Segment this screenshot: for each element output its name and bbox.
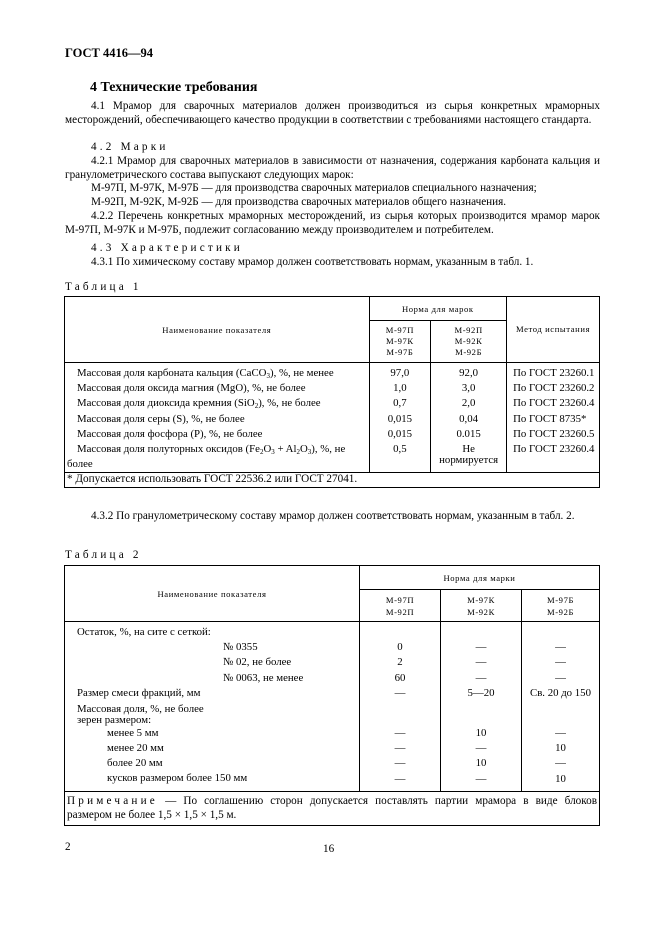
paragraph-4-2-1-a: М-97П, М-97К, М-97Б — для производства сварочных материалов специального назначения; [91,182,537,194]
table2-note [65,791,600,825]
table2-row-name: Размер смеси фракций, мм [77,686,201,699]
paragraph-4-3: 4.3 Характеристики [91,242,243,254]
table1-head-name: Наименование показателя [65,297,370,363]
table2-mass-label: Массовая доля, %, не более [77,703,204,716]
table2-sieve-label: Остаток, %, на сите с сеткой: [77,626,211,638]
table2-row-name: менее 20 мм [107,742,164,755]
table2-row-name: № 0355 [223,641,258,654]
table1-grade-a: М-97П М-97К М-97Б [369,321,431,363]
table2-row-name: № 02, не более [223,656,292,669]
section-title: 4 Технические требования [90,80,258,95]
table1-row-name: Массовая доля полуторных оксидов $(Fe_2O_3 + Al_2O_3)$, %, не более [67,443,346,471]
table1-head-norm: Норма для марок [369,297,506,321]
paragraph-4-1: 4.1 Мрамор для сварочных материалов должен производиться из сырья конкретных мраморных месторождений, обеспечивающего качество продукции в соответствии с требованиями настоящего стандарта. [65,100,600,126]
document-header: ГОСТ 4416—94 [65,46,154,60]
table-2 [64,565,600,826]
paragraph-4-2: 4.2 Марки [91,141,169,153]
table-1 [64,296,600,488]
table2-grade-2: М-97К М-92К [441,590,522,622]
paragraph-4-3-2: 4.3.2 По гранулометрическому составу мрамор должен соответствовать нормам, указанным в табл. 2. [91,510,575,522]
table2-note-label: Примечание [67,794,158,807]
table1-col-a: 97,0 1,0 0,7 0,015 0,015 0,5 [369,363,431,473]
table2-col-2: — — — 5—20 10 — 10 — [441,622,522,792]
table1-grade-b: М-92П М-92К М-92Б [431,321,507,363]
table1-row-name: Массовая доля карбоната кальция (CaCO$_3$), %, не менее [77,367,334,380]
table1-row-name: Массовая доля оксида магния (MgO), %, не более [77,382,306,395]
table1-col-b: 92,0 3,0 2,0 0,04 0.015 Не нормируется [431,363,507,473]
paragraph-4-2-1-b: М-92П, М-92К, М-92Б — для производства сварочных материалов общего назначения. [91,196,507,208]
table2-mass-label-2: зерен размером: [77,714,152,727]
table2-row-name: более 20 мм [107,757,163,770]
table2-row-name: кусков размером более 150 мм [107,772,248,785]
table2-grade-1: М-97П М-92П [360,590,441,622]
table2-col-3: — — — Св. 20 до 150 — 10 — 10 [522,622,600,792]
table2-grade-3: М-97Б М-92Б [522,590,600,622]
table1-row-name: Массовая доля серы (S), %, не более [77,412,245,425]
page-number-center: 16 [323,843,335,855]
table1-caption: Таблица 1 [65,281,142,293]
table1-col-method: По ГОСТ 23260.1 По ГОСТ 23260.2 По ГОСТ 23260.4 По ГОСТ 8735* По ГОСТ 23260.5 По ГОСТ 23260.4 [507,363,600,473]
table2-caption: Таблица 2 [65,549,142,561]
table1-name-column [65,363,370,473]
table1-head-method: Метод испытания [507,297,600,363]
paragraph-4-2-2: 4.2.2 Перечень конкретных мраморных месторождений, из сырья которых производится мрамор марок М-97П, М-97К и М-97Б, подлежит согласованию между производителем и потребителем. [65,210,600,236]
table2-note-text: — По соглашению сторон допускается поставлять партии мрамора в виде блоков размером не более 1,5 × 1,5 × 1,5 м. [67,794,597,821]
table1-row-name: Массовая доля фосфора (P), %, не более [77,427,263,440]
table1-row-name: Массовая доля диоксида кремния (SiO$_2$), %, не более [77,397,321,411]
paragraph-4-2-1: 4.2.1 Мрамор для сварочных материалов в зависимости от назначения, содержания карбоната кальция и гранулометрического состава выпускают следующих марок: [65,155,600,181]
table2-head-norm: Норма для марки [360,566,600,590]
table2-row-name: № 0063, не менее [223,671,304,684]
table2-row-name: менее 5 мм [107,727,159,740]
table2-col-1: 0 2 60 — — — — — [360,622,441,792]
page-number-left: 2 [65,841,71,853]
table2-head-name: Наименование показателя [65,566,360,622]
table2-name-column [65,622,360,792]
table1-footnote: * Допускается использовать ГОСТ 22536.2 или ГОСТ 27041. [65,473,600,488]
paragraph-4-3-1: 4.3.1 По химическому составу мрамор должен соответствовать нормам, указанным в табл. 1. [91,256,534,268]
